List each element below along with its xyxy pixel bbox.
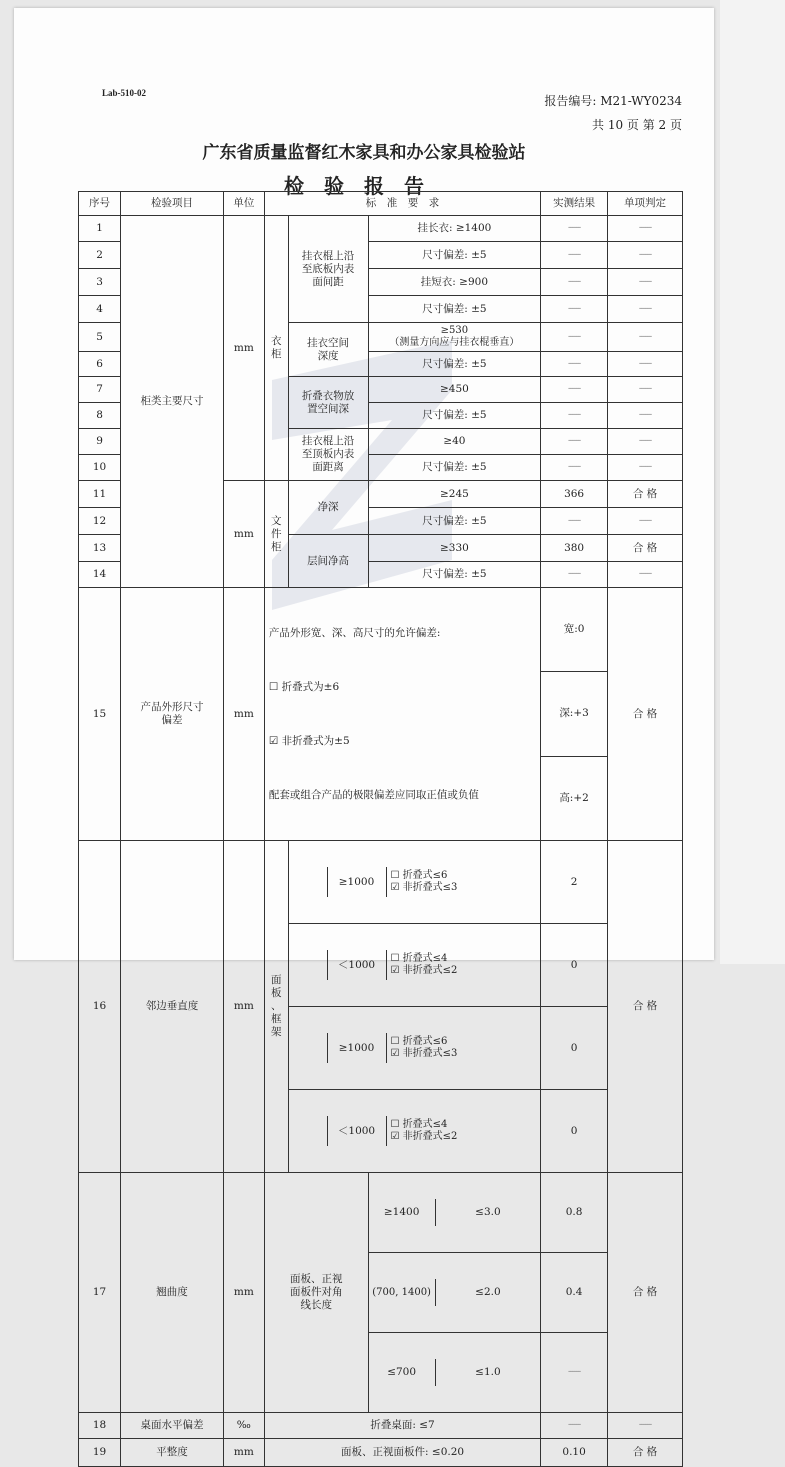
sub-condition [288, 924, 541, 1007]
unit-cell: mm [223, 481, 264, 588]
col-header-result: 实测结果 [541, 192, 608, 216]
standard-cell: ≥530 （测量方向应与挂衣棍垂直） [368, 323, 541, 352]
result-cell: 0.4 [541, 1253, 608, 1333]
col-header-verdict: 单项判定 [607, 192, 682, 216]
form-code: Lab-510-02 [102, 88, 147, 98]
sub-condition [368, 1253, 541, 1333]
result-cell: ------ [541, 562, 608, 588]
standard-cell: 尺寸偏差: ±5 [368, 455, 541, 481]
group-label: 层间净高 [288, 535, 368, 588]
row-number: 15 [79, 588, 121, 841]
table-row [79, 1413, 683, 1439]
verdict-cell: 合 格 [607, 1439, 682, 1467]
verdict-cell: ------ [607, 352, 682, 377]
wardrobe-label: 衣 柜 [264, 216, 288, 481]
col-header-standard: 标 准 要 求 [264, 192, 540, 216]
row-number: 14 [79, 562, 121, 588]
standard-cell: 尺寸偏差: ±5 [368, 508, 541, 535]
unit-cell: mm [223, 1173, 264, 1413]
limit-value: ≤1.0 [475, 1366, 501, 1378]
file-cabinet-label: 文 件 柜 [264, 481, 288, 588]
standard-cell: 折叠桌面: ≤7 [264, 1413, 540, 1439]
item-flatness: 平整度 [121, 1439, 224, 1467]
group-label: 净深 [288, 481, 368, 535]
standard-line: ☑ 非折叠式为±5 [268, 735, 350, 747]
standard-cell: 挂短衣: ≥900 [368, 269, 541, 296]
verdict-cell: ------ [607, 323, 682, 352]
standard-cell: ≥450 [368, 377, 541, 403]
limit-value: ≤2.0 [475, 1286, 501, 1298]
result-cell: ------ [541, 352, 608, 377]
col-header-unit: 单位 [223, 192, 264, 216]
result-cell: ------ [541, 296, 608, 323]
organization-name: 广东省质量监督红木家具和办公家具检验站 [202, 143, 526, 163]
standard-cell: 尺寸偏差: ±5 [368, 296, 541, 323]
sub-condition [368, 1333, 541, 1413]
verdict-cell: 合 格 [607, 841, 682, 1173]
group-label: 挂衣空间 深度 [288, 323, 368, 377]
result-cell: ------ [541, 508, 608, 535]
result-cell: ------ [541, 455, 608, 481]
report-title: 检验报告 [284, 174, 444, 198]
range-label: ≥1000 [328, 1033, 387, 1063]
verdict-cell: ------ [607, 1413, 682, 1439]
result-cell: 深:+3 [541, 672, 608, 756]
result-cell: ------ [541, 1333, 608, 1413]
item-perpendicularity: 邻边垂直度 [121, 841, 224, 1173]
row-number: 5 [79, 323, 121, 352]
standard-cell: ≥40 [368, 429, 541, 455]
option-text: ☐ 折叠式≤4 ☑ 非折叠式≤2 [390, 1119, 458, 1142]
row-number: 13 [79, 535, 121, 562]
col-header-item: 检验项目 [121, 192, 224, 216]
range-label: (700, 1400) [369, 1279, 436, 1306]
range-label: ≤700 [369, 1359, 436, 1386]
verdict-cell: ------ [607, 455, 682, 481]
unit-cell: mm [223, 216, 264, 481]
result-cell: 0.10 [541, 1439, 608, 1467]
item-dimension-deviation: 产品外形尺寸 偏差 [121, 588, 224, 841]
group-label: 挂衣棍上沿 至底板内表 面间距 [288, 216, 368, 323]
viewer-margin [720, 0, 785, 964]
table-row [79, 1439, 683, 1467]
verdict-cell: 合 格 [607, 481, 682, 508]
row-number: 8 [79, 403, 121, 429]
row-number: 17 [79, 1173, 121, 1413]
row-number: 4 [79, 296, 121, 323]
range-label: ≥1400 [369, 1199, 436, 1226]
range-label: ＜1000 [328, 1116, 387, 1146]
table-row [79, 1173, 683, 1253]
panel-frame-label: 面 板 、 框 架 [264, 841, 288, 1173]
item-warpage: 翘曲度 [121, 1173, 224, 1413]
option-text: ☐ 折叠式≤6 ☑ 非折叠式≤3 [390, 1036, 458, 1059]
result-cell: ------ [541, 216, 608, 242]
result-cell: ------ [541, 242, 608, 269]
unit-cell: mm [223, 588, 264, 841]
verdict-cell: 合 格 [607, 1173, 682, 1413]
result-cell: ------ [541, 403, 608, 429]
standard-cell: ≥330 [368, 535, 541, 562]
standard-cell: 尺寸偏差: ±5 [368, 403, 541, 429]
sub-condition [288, 1007, 541, 1090]
standard-cell: ≥245 [368, 481, 541, 508]
result-cell: 0 [541, 924, 608, 1007]
result-cell: ------ [541, 1413, 608, 1439]
verdict-cell: ------ [607, 562, 682, 588]
item-cabinet-dimensions: 柜类主要尺寸 [121, 216, 224, 588]
table-row [79, 841, 683, 924]
verdict-cell: ------ [607, 403, 682, 429]
verdict-cell: ------ [607, 216, 682, 242]
standard-line: 产品外形宽、深、高尺寸的允许偏差: [268, 627, 441, 639]
sub-condition [288, 841, 541, 924]
result-cell: ------ [541, 429, 608, 455]
result-cell: 366 [541, 481, 608, 508]
col-header-seq: 序号 [79, 192, 121, 216]
limit-value: ≤3.0 [475, 1206, 501, 1218]
row-number: 11 [79, 481, 121, 508]
verdict-cell: ------ [607, 508, 682, 535]
result-cell: 2 [541, 841, 608, 924]
result-cell: 0 [541, 1090, 608, 1173]
row-number: 19 [79, 1439, 121, 1467]
inspection-table [78, 191, 683, 1467]
verdict-cell: 合 格 [607, 535, 682, 562]
row-number: 6 [79, 352, 121, 377]
standard-cell: 尺寸偏差: ±5 [368, 562, 541, 588]
result-cell: 0.8 [541, 1173, 608, 1253]
row-number: 9 [79, 429, 121, 455]
unit-cell: mm [223, 841, 264, 1173]
standard-cell: 面板、正视面板件: ≤0.20 [264, 1439, 540, 1467]
standard-line: ☐ 折叠式为±6 [268, 681, 340, 693]
standard-cell: 挂长衣: ≥1400 [368, 216, 541, 242]
result-cell: ------ [541, 323, 608, 352]
row-number: 1 [79, 216, 121, 242]
standard-line: 配套或组合产品的极限偏差应同取正值或负值 [268, 789, 479, 801]
page-number: 共 10 页 第 2 页 [592, 118, 682, 132]
verdict-cell: ------ [607, 296, 682, 323]
group-label: 折叠衣物放 置空间深 [288, 377, 368, 429]
unit-cell: mm [223, 1439, 264, 1467]
verdict-cell: ------ [607, 269, 682, 296]
row-number: 18 [79, 1413, 121, 1439]
row-number: 10 [79, 455, 121, 481]
row-number: 2 [79, 242, 121, 269]
result-cell: 0 [541, 1007, 608, 1090]
standard-cell [264, 588, 540, 841]
range-label: ＜1000 [328, 950, 387, 980]
option-text: ☐ 折叠式≤4 ☑ 非折叠式≤2 [390, 953, 458, 976]
row-number: 7 [79, 377, 121, 403]
standard-cell: 尺寸偏差: ±5 [368, 352, 541, 377]
verdict-cell: ------ [607, 429, 682, 455]
result-cell: 宽:0 [541, 588, 608, 672]
item-level-deviation: 桌面水平偏差 [121, 1413, 224, 1439]
result-cell: 380 [541, 535, 608, 562]
verdict-cell: ------ [607, 377, 682, 403]
result-cell: ------ [541, 377, 608, 403]
row-number: 12 [79, 508, 121, 535]
table-row [79, 588, 683, 672]
result-cell: 高:+2 [541, 756, 608, 840]
option-text: ☐ 折叠式≤6 ☑ 非折叠式≤3 [390, 870, 458, 893]
verdict-cell: ------ [607, 242, 682, 269]
table-row [79, 216, 683, 242]
row-number: 3 [79, 269, 121, 296]
row-number: 16 [79, 841, 121, 1173]
standard-cell: 尺寸偏差: ±5 [368, 242, 541, 269]
report-number: 报告编号: M21-WY0234 [544, 94, 682, 108]
verdict-cell: 合 格 [607, 588, 682, 841]
sub-condition [288, 1090, 541, 1173]
group-label: 挂衣棍上沿 至顶板内表 面距离 [288, 429, 368, 481]
header-row [79, 192, 683, 216]
sub-condition [368, 1173, 541, 1253]
result-cell: ------ [541, 269, 608, 296]
condition-label: 面板、正视 面板件对角 线长度 [264, 1173, 368, 1413]
unit-cell: ‰ [223, 1413, 264, 1439]
range-label: ≥1000 [328, 867, 387, 897]
